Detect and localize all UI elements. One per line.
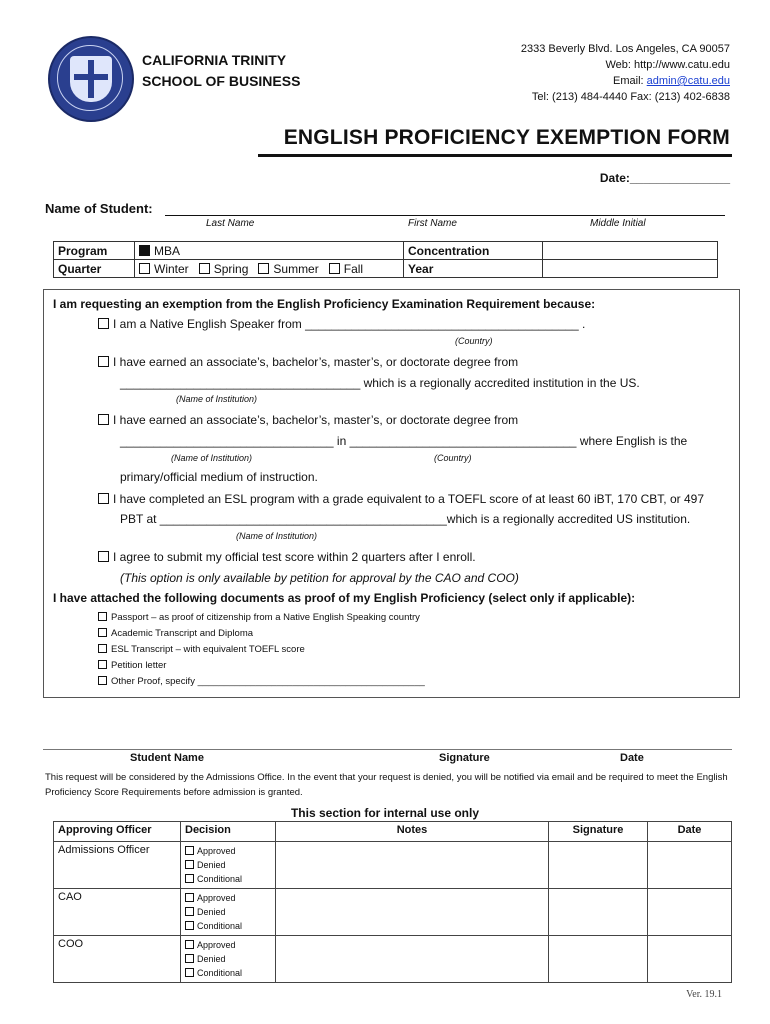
first-name-caption: First Name	[408, 218, 457, 229]
concentration-label: Concentration	[404, 242, 543, 260]
address: 2333 Beverly Blvd. Los Angeles, CA 90057	[520, 43, 730, 55]
signature-cell[interactable]	[549, 842, 648, 889]
attachment-item[interactable]: ESL Transcript – with equivalent TOEFL score	[98, 644, 305, 655]
institution-caption: (Name of Institution)	[171, 453, 253, 463]
signature-line[interactable]	[43, 749, 732, 750]
approval-table	[53, 821, 732, 983]
notes-cell[interactable]	[276, 889, 549, 936]
school-name-line2: SCHOOL OF BUSINESS	[142, 73, 301, 89]
officer-name: CAO	[54, 889, 181, 936]
col-approving-officer: Approving Officer	[54, 822, 181, 842]
decision-options	[181, 889, 276, 936]
form-title: ENGLISH PROFICIENCY EXEMPTION FORM	[283, 126, 730, 149]
decision-option[interactable]: Denied	[185, 905, 271, 919]
title-rule	[258, 154, 732, 157]
attachment-item[interactable]: Passport – as proof of citizenship from a Native English Speaking country	[98, 612, 420, 623]
telephone: Tel: (213) 484-4440 Fax: (213) 402-6838	[531, 91, 730, 103]
reason-foreign-degree[interactable]: I have earned an associate’s, bachelor’s, master’s, or doctorate degree from	[98, 413, 518, 427]
web: Web: http://www.catu.edu	[605, 59, 730, 71]
reason-submit-later[interactable]: I agree to submit my official test score within 2 quarters after I enroll.	[98, 550, 476, 564]
date-cell[interactable]	[648, 842, 732, 889]
signature-cell[interactable]	[549, 936, 648, 983]
program-label: Program	[54, 242, 135, 260]
date-caption: Date	[620, 752, 644, 764]
student-name-label: Name of Student:	[45, 201, 153, 216]
date-cell[interactable]	[648, 889, 732, 936]
quarter-option[interactable]: Summer	[258, 262, 318, 276]
decision-option[interactable]: Conditional	[185, 966, 271, 980]
student-name-input[interactable]	[165, 215, 725, 216]
last-name-caption: Last Name	[206, 218, 255, 229]
program-value[interactable]: MBA	[135, 242, 404, 260]
decision-option[interactable]: Conditional	[185, 872, 271, 886]
email-line: Email: admin@catu.edu	[613, 75, 730, 87]
col-notes: Notes	[276, 822, 549, 842]
country-caption: (Country)	[455, 336, 493, 346]
decision-options	[181, 936, 276, 983]
decision-option[interactable]: Conditional	[185, 919, 271, 933]
school-seal-logo	[48, 36, 134, 122]
col-date: Date	[648, 822, 732, 842]
attachment-item[interactable]: Academic Transcript and Diploma	[98, 628, 253, 639]
decision-options	[181, 842, 276, 889]
quarter-option[interactable]: Winter	[139, 262, 189, 276]
reason-foreign-degree-line3: primary/official medium of instruction.	[120, 470, 318, 484]
contact-block	[521, 41, 730, 105]
reason-foreign-degree-line2: ________________________________ in __________________________________ where English is the	[120, 434, 688, 448]
institution-caption: (Name of Institution)	[236, 531, 318, 541]
quarter-options	[135, 260, 404, 278]
quarter-label: Quarter	[54, 260, 135, 278]
internal-use-title: This section for internal use only	[290, 806, 480, 820]
decision-option[interactable]: Approved	[185, 938, 271, 952]
institution-caption: (Name of Institution)	[176, 394, 258, 404]
col-signature: Signature	[549, 822, 648, 842]
date-field[interactable]: Date:_______________	[599, 171, 730, 185]
reason-us-degree-line2: ____________________________________ which is a regionally accredited institution in the US.	[120, 376, 640, 390]
signature-cell[interactable]	[549, 889, 648, 936]
school-name	[142, 50, 300, 92]
attachment-item[interactable]: Other Proof, specify ___________________________________________	[98, 676, 425, 687]
officer-name: COO	[54, 936, 181, 983]
date-cell[interactable]	[648, 936, 732, 983]
student-name-caption: Student Name	[130, 752, 204, 764]
decision-option[interactable]: Approved	[185, 844, 271, 858]
country-caption: (Country)	[434, 453, 472, 463]
col-decision: Decision	[181, 822, 276, 842]
reason-native-speaker[interactable]: I am a Native English Speaker from _________________________________________ .	[98, 317, 585, 331]
year-label: Year	[404, 260, 543, 278]
year-input[interactable]	[543, 260, 718, 278]
admissions-note: This request will be considered by the Admissions Office. In the event that your request is denied, you will be notified via email and be required to meet the English Proficiency Score Requirements before admission is granted.	[45, 772, 728, 798]
quarter-option[interactable]: Spring	[199, 262, 249, 276]
attachment-item[interactable]: Petition letter	[98, 660, 166, 671]
officer-name: Admissions Officer	[54, 842, 181, 889]
reason-us-degree[interactable]: I have earned an associate’s, bachelor’s, master’s, or doctorate degree from	[98, 355, 518, 369]
notes-cell[interactable]	[276, 936, 549, 983]
reason-esl-program-line2: PBT at ___________________________________________which is a regionally accredited US institution.	[120, 512, 691, 526]
reasons-header: I am requesting an exemption from the English Proficiency Examination Requirement because:	[53, 297, 596, 311]
reason-submit-later-note: (This option is only available by petition for approval by the CAO and COO)	[120, 571, 519, 585]
signature-caption: Signature	[439, 752, 490, 764]
checkbox-checked[interactable]	[139, 245, 150, 256]
version-label: Ver. 19.1	[686, 989, 722, 1000]
decision-option[interactable]: Denied	[185, 952, 271, 966]
quarter-option[interactable]: Fall	[329, 262, 363, 276]
decision-option[interactable]: Denied	[185, 858, 271, 872]
decision-option[interactable]: Approved	[185, 891, 271, 905]
school-name-line1: CALIFORNIA TRINITY	[142, 52, 287, 68]
concentration-input[interactable]	[543, 242, 718, 260]
attachments-header: I have attached the following documents as proof of my English Proficiency (select only if applicable):	[53, 591, 636, 605]
reason-esl-program[interactable]: I have completed an ESL program with a grade equivalent to a TOEFL score of at least 60 iBT, 170 CBT, or 497	[98, 492, 704, 506]
email-link[interactable]: admin@catu.edu	[646, 75, 730, 87]
program-quarter-table	[53, 241, 718, 278]
notes-cell[interactable]	[276, 842, 549, 889]
middle-initial-caption: Middle Initial	[590, 218, 646, 229]
